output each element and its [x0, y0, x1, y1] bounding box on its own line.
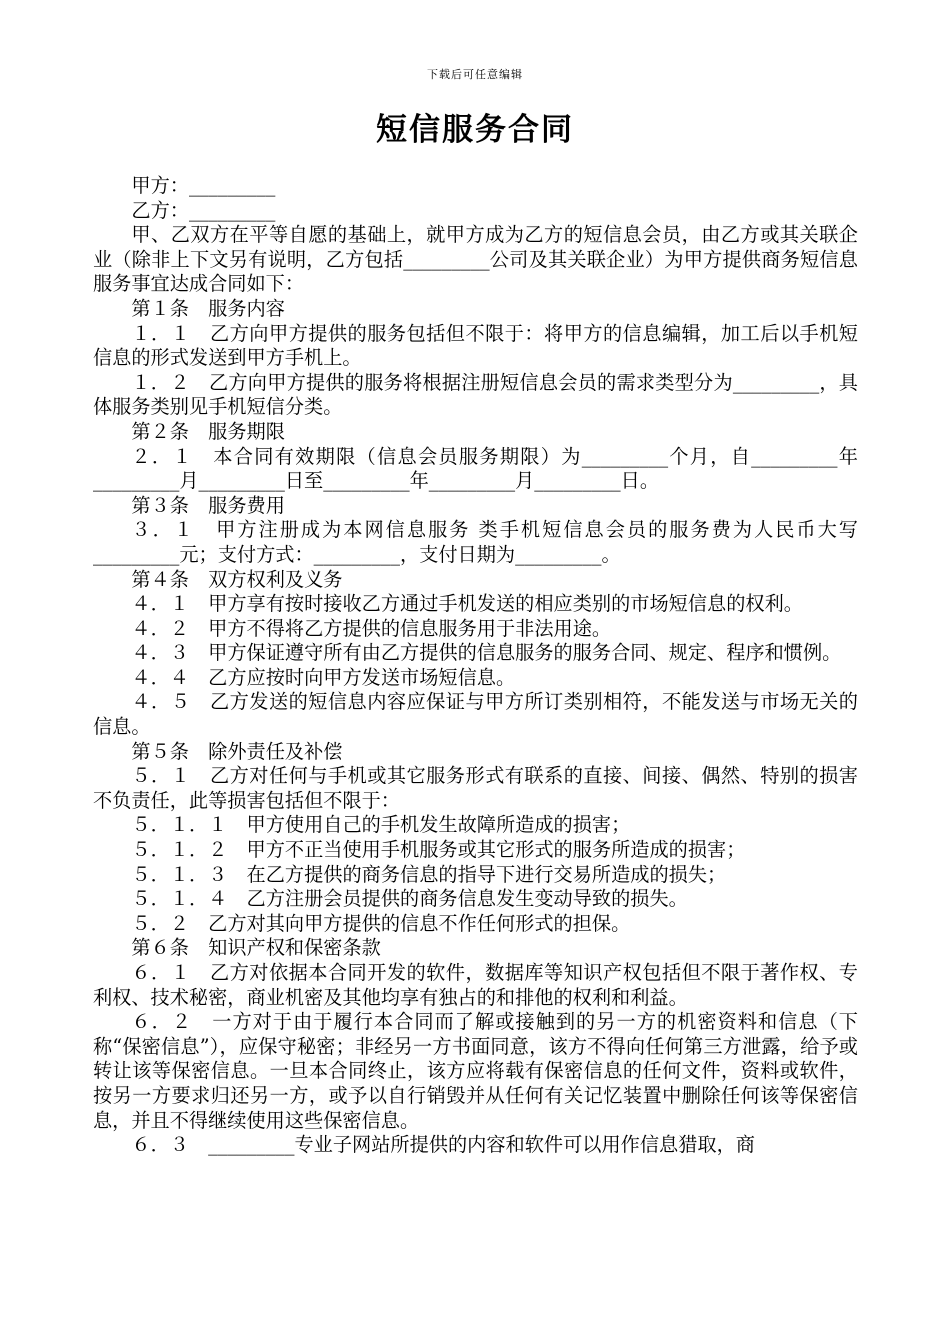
- preamble-paragraph: 甲、乙双方在平等自愿的基础上，就甲方成为乙方的短信息会员，由乙方或其关联企业（除非上下文另有说明，乙方包括_________公司及其关联企业）为甲方提供商务短信息服务事宜达成合同如下：: [93, 223, 858, 296]
- clause-5-1: ５．１ 乙方对任何与手机或其它服务形式有联系的直接、间接、偶然、特别的损害不负责任，此等损害包括但不限于：: [93, 764, 858, 812]
- article-4-heading: 第４条 双方权利及义务: [131, 567, 343, 591]
- clause-4-4: ４．４ 乙方应按时向甲方发送市场短信息。: [131, 665, 516, 689]
- clause-1-1: １．１ 乙方向甲方提供的服务包括但不限于：将甲方的信息编辑，加工后以手机短信息的形式发送到甲方手机上。: [93, 321, 858, 370]
- article-2-heading: 第２条 服务期限: [131, 419, 285, 443]
- clause-5-1-2: ５．１．２ 甲方不正当使用手机服务或其它形式的服务所造成的损害；: [131, 838, 746, 862]
- clause-5-1-1: ５．１．１ 甲方使用自己的手机发生故障所造成的损害；: [131, 813, 631, 837]
- article-5-heading: 第５条 除外责任及补偿: [131, 739, 343, 763]
- clause-3-1: ３．１ 甲方注册成为本网信息服务 类手机短信息会员的服务费为人民币大写_________元；支付方式：_________，支付日期为_________。: [93, 518, 858, 566]
- contract-body: [93, 174, 858, 1158]
- clause-4-1: ４．１ 甲方享有按时接收乙方通过手机发送的相应类别的市场短信息的权利。: [131, 592, 803, 616]
- article-6-heading: 第６条 知识产权和保密条款: [131, 936, 381, 960]
- clause-6-2: ６．２ 一方对于由于履行本合同而了解或接触到的另一方的机密资料和信息（下称“保密信息”），应保守秘密；非经另一方书面同意，该方不得向任何第三方泄露，给予或转让该等保密信息。一旦本合同终止，该方应将载有保密信息的任何文件，资料或软件，按另一方要求归还另一方，或予以自行销毁并从任何有关记忆装置中删除任何该等保密信息，并且不得继续使用这些保密信息。: [93, 1010, 858, 1132]
- clause-5-1-4: ５．１．４ 乙方注册会员提供的商务信息发生变动导致的损失。: [131, 887, 688, 911]
- party-b-line: 乙方：_________: [131, 198, 276, 222]
- clause-6-1: ６．１ 乙方对依据本合同开发的软件，数据库等知识产权包括但不限于著作权、专利权、技术秘密，商业机密及其他均享有独占的和排他的权利和利益。: [93, 961, 858, 1009]
- clause-5-2: ５．２ 乙方对其向甲方提供的信息不作任何形式的担保。: [131, 911, 631, 935]
- clause-4-5: ４．５ 乙方发送的短信息内容应保证与甲方所订类别相符，不能发送与市场无关的信息。: [93, 690, 858, 739]
- clause-4-3: ４．３ 甲方保证遵守所有由乙方提供的信息服务的服务合同、规定、程序和惯例。: [131, 641, 842, 665]
- clause-1-2: １．２ 乙方向甲方提供的服务将根据注册短信息会员的需求类型分为_________，具体服务类别见手机短信分类。: [93, 370, 858, 419]
- header-note: 下载后可任意编辑: [427, 68, 523, 81]
- article-1-heading: 第１条 服务内容: [131, 296, 285, 320]
- clause-5-1-3: ５．１．３ 在乙方提供的商务信息的指导下进行交易所造成的损失；: [131, 862, 727, 886]
- party-a-line: 甲方：_________: [131, 174, 276, 197]
- clause-6-3: ６．３ _________专业子网站所提供的内容和软件可以用作信息猎取，商: [131, 1133, 755, 1157]
- article-3-heading: 第３条 服务费用: [131, 493, 285, 517]
- clause-2-1: ２．１ 本合同有效期限（信息会员服务期限）为_________个月，自_________年_________月_________日至_________年_________月_________日。: [93, 444, 858, 493]
- clause-4-2: ４．２ 甲方不得将乙方提供的信息服务用于非法用途。: [131, 616, 612, 640]
- document-title: 短信服务合同: [376, 112, 574, 148]
